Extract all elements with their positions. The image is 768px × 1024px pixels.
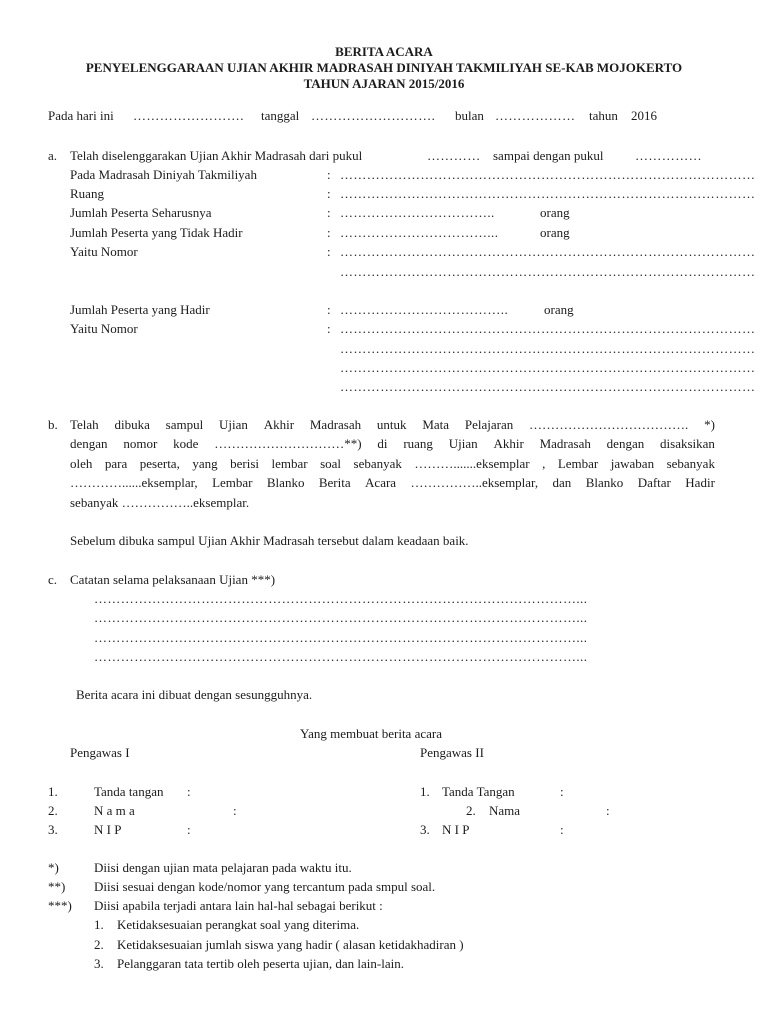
- field-madrasah-dots: …………………………………………………………………………………: [340, 167, 756, 182]
- section-c-notes-line-2: ………………………………………………………………………………………………...: [94, 610, 588, 625]
- sig-left-nip-colon: :: [187, 822, 191, 837]
- footnote-3-mark: ***): [48, 898, 72, 913]
- word: ruang: [403, 436, 433, 451]
- word: yang: [192, 456, 218, 471]
- date-label-tanggal: tanggal: [261, 108, 300, 123]
- pengawas-1-heading: Pengawas I: [70, 745, 130, 760]
- word: berisi: [230, 456, 259, 471]
- word: kode: [173, 436, 199, 451]
- word: Akhir: [493, 436, 524, 451]
- section-a-sampai-dots: ……………: [635, 148, 702, 163]
- word: Mata: [422, 417, 450, 432]
- section-a-sampai: sampai dengan pukul: [493, 148, 604, 163]
- footnote-2-mark: **): [48, 879, 66, 894]
- section-a-intro-dots: …………: [427, 148, 481, 163]
- date-dots-tanggal: ……………………….: [311, 108, 436, 123]
- field-madrasah-label: Pada Madrasah Diniyah Takmiliyah: [70, 167, 257, 182]
- sig-right-nip-colon: :: [560, 822, 564, 837]
- word: ……………………………….: [529, 417, 689, 432]
- section-a-intro: Telah diselenggarakan Ujian Akhir Madrasah dari pukul: [70, 148, 363, 163]
- word: Acara: [365, 475, 397, 490]
- word: Pelajaran: [464, 417, 514, 432]
- section-b-marker: b.: [48, 417, 58, 432]
- date-dots-bulan: ………………: [495, 108, 576, 123]
- word: Hadir: [685, 475, 715, 490]
- word: Daftar: [637, 475, 671, 490]
- field-yaitu-nomor-2-colon: :: [327, 321, 331, 336]
- field-yaitu-nomor-2-dots: …………………………………………………………………………………: [340, 321, 756, 336]
- word: nomor: [123, 436, 158, 451]
- section-b-condition: Sebelum dibuka sampul Ujian Akhir Madrasah tersebut dalam keadaan baik.: [70, 533, 469, 548]
- date-dots-hari: …………………….: [133, 108, 244, 123]
- sig-right-nip-label: N I P: [442, 822, 470, 837]
- word: sampul: [165, 417, 204, 432]
- word: ,: [542, 456, 546, 471]
- word: lembar: [271, 456, 308, 471]
- word: soal: [320, 456, 342, 471]
- field-seharusnya-colon: :: [327, 205, 331, 220]
- field-yaitu-nomor-1-dots-cont: …………………………………………………………………………………: [340, 264, 756, 279]
- word: para: [104, 456, 128, 471]
- sig-left-ttd-colon: :: [187, 784, 191, 799]
- field-seharusnya-unit: orang: [540, 205, 570, 220]
- sig-right-nama-colon: :: [606, 803, 610, 818]
- word: Lembar: [557, 456, 599, 471]
- field-hadir-unit: orang: [544, 302, 574, 317]
- section-c-notes-line-3: ………………………………………………………………………………………………...: [94, 630, 588, 645]
- title-berita-acara: BERITA ACARA: [335, 44, 433, 59]
- word: dan: [552, 475, 572, 490]
- word: …………......eksemplar,: [70, 475, 198, 490]
- footnote-item-num: 3.: [94, 956, 104, 971]
- sig-left-ttd-label: Tanda tangan: [94, 784, 164, 799]
- sig-right-num-3: 3.: [420, 822, 430, 837]
- field-hadir-label: Jumlah Peserta yang Hadir: [70, 302, 210, 317]
- field-hadir-dots: ………………………………..: [340, 302, 509, 317]
- word: Blanko: [585, 475, 624, 490]
- word: dengan: [606, 436, 645, 451]
- field-ruang-label: Ruang: [70, 186, 104, 201]
- sig-left-num-1: 1.: [48, 784, 58, 799]
- sig-left-nama-colon: :: [233, 803, 237, 818]
- field-hadir-colon: :: [327, 302, 331, 317]
- field-yaitu-nomor-1-dots: …………………………………………………………………………………: [340, 244, 756, 259]
- word: dibuka: [114, 417, 150, 432]
- field-tidak-hadir-colon: :: [327, 225, 331, 240]
- word: oleh: [70, 456, 93, 471]
- footnote-1-text: Diisi dengan ujian mata pelajaran pada waktu itu.: [94, 860, 352, 875]
- sig-right-ttd-colon: :: [560, 784, 564, 799]
- footnote-item-text: Ketidaksesuaian jumlah siswa yang hadir ( alasan ketidakhadiran ): [117, 937, 464, 952]
- closing-statement: Berita acara ini dibuat dengan sesungguhnya.: [76, 687, 313, 702]
- word: Blanko: [266, 475, 305, 490]
- word: jawaban: [610, 456, 655, 471]
- section-a-marker: a.: [48, 148, 58, 163]
- word: peserta,: [139, 456, 180, 471]
- field-yaitu-nomor-2-dots-cont-1: …………………………………………………………………………………: [340, 341, 756, 356]
- word: sebanyak: [353, 456, 402, 471]
- pengawas-2-heading: Pengawas II: [420, 745, 484, 760]
- sig-left-num-2: 2.: [48, 803, 58, 818]
- field-ruang-colon: :: [327, 186, 331, 201]
- footnote-item-num: 2.: [94, 937, 104, 952]
- footnote-item-num: 1.: [94, 917, 104, 932]
- word: untuk: [376, 417, 407, 432]
- title-tahun-ajaran: TAHUN AJARAN 2015/2016: [303, 76, 465, 91]
- word: dengan: [70, 436, 108, 451]
- section-c-label: Catatan selama pelaksanaan Ujian ***): [70, 572, 276, 587]
- field-seharusnya-label: Jumlah Peserta Seharusnya: [70, 205, 212, 220]
- date-year: 2016: [631, 108, 657, 123]
- title-penyelenggaraan: PENYELENGGARAAN UJIAN AKHIR MADRASAH DINIYAH TAKMILIYAH SE-KAB MOJOKERTO: [85, 60, 683, 75]
- section-b-line-3: [70, 456, 715, 472]
- field-tidak-hadir-label: Jumlah Peserta yang Tidak Hadir: [70, 225, 243, 240]
- section-b-line-4: [70, 475, 715, 491]
- word: ……………..eksemplar,: [410, 475, 539, 490]
- field-yaitu-nomor-1-colon: :: [327, 244, 331, 259]
- date-label-bulan: bulan: [455, 108, 484, 123]
- word: …………………………**): [214, 436, 362, 451]
- date-label-hari: Pada hari ini: [48, 108, 114, 123]
- section-c-marker: c.: [48, 572, 58, 587]
- word: disaksikan: [660, 436, 715, 451]
- field-yaitu-nomor-2-dots-cont-3: …………………………………………………………………………………: [340, 379, 756, 394]
- word: Berita: [318, 475, 351, 490]
- field-madrasah-colon: :: [327, 167, 331, 182]
- word: Lembar: [212, 475, 253, 490]
- footnote-1-mark: *): [48, 860, 59, 875]
- sig-right-num-1: 1.: [420, 784, 430, 799]
- word: Madrasah: [539, 436, 591, 451]
- field-tidak-hadir-unit: orang: [540, 225, 570, 240]
- sig-right-ttd-label: Tanda Tangan: [442, 784, 515, 799]
- section-c-notes-line-1: ………………………………………………………………………………………………...: [94, 591, 588, 606]
- word: Madrasah: [309, 417, 362, 432]
- footnote-item-text: Pelanggaran tata tertib oleh peserta ujian, dan lain-lain.: [117, 956, 404, 971]
- word: Ujian: [448, 436, 478, 451]
- word: ……….......eksemplar: [414, 456, 530, 471]
- field-ruang-dots: …………………………………………………………………………………: [340, 186, 756, 201]
- footnote-item-text: Ketidaksesuaian perangkat soal yang diterima.: [117, 917, 360, 932]
- word: sebanyak: [666, 456, 715, 471]
- field-seharusnya-dots: ……………………………..: [340, 205, 495, 220]
- word: di: [377, 436, 388, 451]
- footnote-3-text: Diisi apabila terjadi antara lain hal-hal sebagai berikut :: [94, 898, 383, 913]
- word: Telah: [70, 417, 99, 432]
- closing-maker: Yang membuat berita acara: [300, 726, 442, 741]
- section-b-line-5: sebanyak ……………..eksemplar.: [70, 495, 250, 510]
- sig-left-num-3: 3.: [48, 822, 58, 837]
- footnote-2-text: Diisi sesuai dengan kode/nomor yang tercantum pada smpul soal.: [94, 879, 436, 894]
- sig-left-nip-label: N I P: [94, 822, 122, 837]
- word: *): [704, 417, 715, 432]
- field-yaitu-nomor-2-dots-cont-2: …………………………………………………………………………………: [340, 360, 756, 375]
- sig-right-num-2: 2.: [466, 803, 476, 818]
- section-c-notes-line-4: ………………………………………………………………………………………………...: [94, 649, 588, 664]
- word: Ujian: [219, 417, 248, 432]
- section-b-line-1: [70, 417, 715, 433]
- word: Akhir: [263, 417, 295, 432]
- sig-right-nama-label: Nama: [489, 803, 521, 818]
- date-label-tahun: tahun: [589, 108, 618, 123]
- field-yaitu-nomor-2-label: Yaitu Nomor: [70, 321, 138, 336]
- field-yaitu-nomor-1-label: Yaitu Nomor: [70, 244, 138, 259]
- section-b-line-2: [70, 436, 715, 452]
- sig-left-nama-label: N a m a: [94, 803, 135, 818]
- field-tidak-hadir-dots: ……………………………...: [340, 225, 499, 240]
